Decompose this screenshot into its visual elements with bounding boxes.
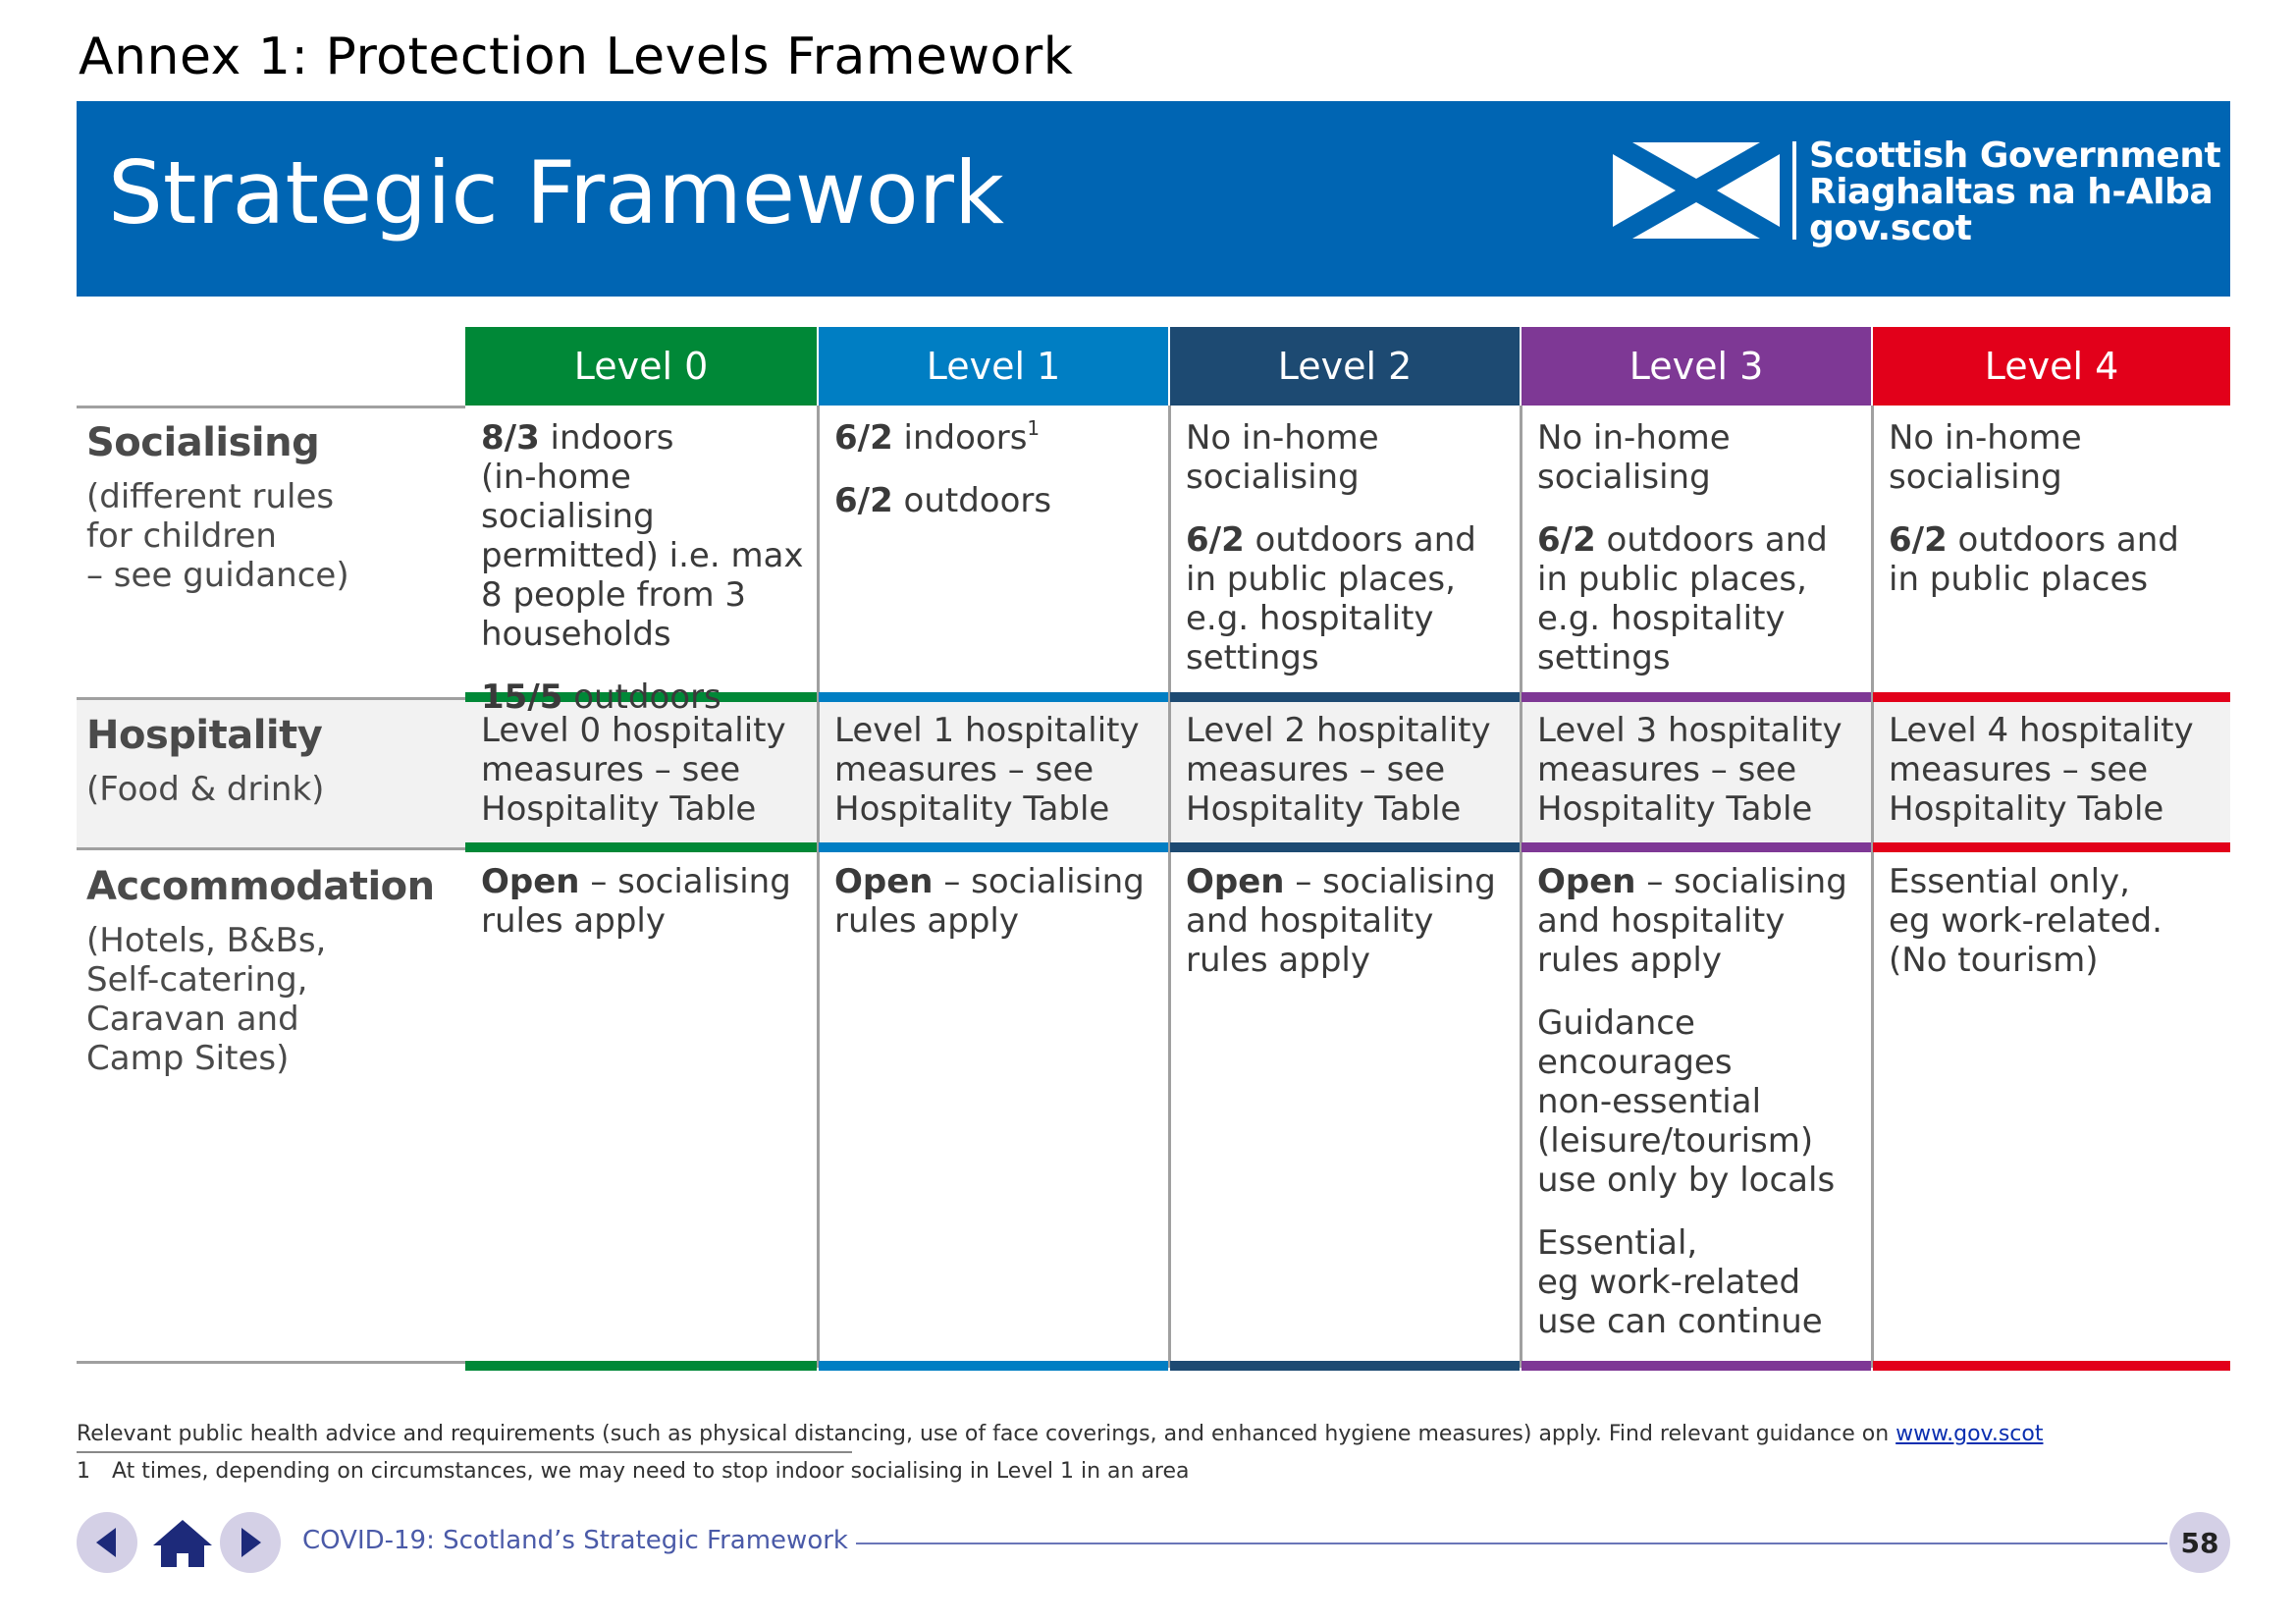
cell-text: Essential, eg work-related use can continue: [1537, 1223, 1823, 1341]
column-divider: [1168, 406, 1171, 1368]
saltire-flag-icon: [1613, 142, 1780, 239]
protection-levels-table: [77, 327, 2230, 1368]
row-subtitle: (Food & drink): [86, 770, 325, 809]
cell-bold-text: 8/3: [481, 418, 540, 458]
banner-title: Strategic Framework: [108, 142, 1004, 244]
page-footer: [77, 1512, 2230, 1573]
cell-paragraph: [834, 418, 1160, 458]
cell-text: No in-home socialising: [1186, 418, 1379, 497]
cell-socialising-level-0: [481, 418, 809, 740]
cell-accommodation-level-0: [481, 862, 809, 964]
level-1-row-2-bar: [819, 1361, 1168, 1371]
level-2-header: Level 2: [1170, 327, 1520, 406]
row-title: Socialising: [86, 420, 320, 465]
cell-text: Level 3 hospitality measures – see Hospitality Table: [1537, 711, 1842, 829]
level-4-header: Level 4: [1873, 327, 2230, 406]
scottish-government-logo[interactable]: [1613, 135, 2221, 265]
cell-bold-text: 6/2: [1537, 520, 1596, 560]
column-divider: [1520, 406, 1522, 1368]
gov-scot-link[interactable]: www.gov.scot: [1896, 1422, 2044, 1446]
cell-text: Level 4 hospitality measures – see Hospitality Table: [1889, 711, 2194, 829]
logo-line-gaelic: Riaghaltas na h-Alba: [1809, 172, 2214, 212]
cell-bold-text: Open: [1537, 862, 1636, 901]
cell-hospitality-level-4: [1889, 711, 2222, 852]
footnote-number: 1: [77, 1459, 90, 1484]
cell-paragraph: [1889, 418, 2222, 497]
cell-bold-text: 6/2: [1889, 520, 1948, 560]
cell-text: Essential only, eg work-related. (No tourism): [1889, 862, 2163, 980]
cell-paragraph: [1537, 520, 1863, 677]
cell-bold-text: 6/2: [1186, 520, 1245, 560]
row-title: Hospitality: [86, 713, 323, 758]
cell-paragraph: [481, 862, 809, 941]
cell-bold-text: Open: [834, 862, 934, 901]
cell-paragraph: [1186, 862, 1512, 980]
level-1-header: Level 1: [819, 327, 1168, 406]
row-divider: [77, 1361, 465, 1364]
row-divider: [77, 847, 465, 850]
logo-text: [1809, 137, 2220, 246]
cell-paragraph: [1537, 1223, 1863, 1341]
cell-accommodation-level-1: [834, 862, 1160, 964]
row-divider: [77, 406, 465, 408]
level-0-header: Level 0: [465, 327, 817, 406]
public-health-note-text: Relevant public health advice and requirements (such as physical distancing, use of face coverings, and enhanced hygiene measures) apply. Find relevant guidance on: [77, 1422, 1896, 1446]
cell-text: indoors: [892, 418, 1028, 458]
annex-title: Annex 1: Protection Levels Framework: [79, 27, 1074, 86]
footnote: [77, 1459, 1190, 1484]
cell-paragraph: [481, 418, 809, 654]
cell-text: – socialising rules apply: [481, 862, 791, 941]
cell-bold-text: 6/2: [834, 481, 893, 520]
cell-paragraph: [481, 711, 809, 829]
cell-paragraph: [1889, 862, 2222, 980]
cell-accommodation-level-4: [1889, 862, 2222, 1003]
cell-text: outdoors: [892, 481, 1052, 520]
cell-socialising-level-2: [1186, 418, 1512, 701]
footnote-text: At times, depending on circumstances, we may need to stop indoor socialising in Level 1 in an area: [112, 1459, 1190, 1484]
level-4-row-2-bar: [1873, 1361, 2230, 1371]
cell-hospitality-level-1: [834, 711, 1160, 852]
cell-paragraph: [1889, 520, 2222, 599]
cell-text: indoors (in-home socialising permitted) i.e. max 8 people from 3 households: [481, 418, 804, 654]
column-divider: [1871, 406, 1874, 1368]
cell-accommodation-level-2: [1186, 862, 1512, 1003]
cell-bold-text: 6/2: [834, 418, 893, 458]
cell-text: No in-home socialising: [1889, 418, 2082, 497]
cell-paragraph: [1537, 711, 1863, 829]
cell-paragraph: [1186, 418, 1512, 497]
footer-document-title: COVID-19: Scotland’s Strategic Framework: [302, 1526, 856, 1555]
previous-page-button[interactable]: [77, 1512, 137, 1573]
level-0-row-2-bar: [465, 1361, 817, 1371]
cell-text: Level 2 hospitality measures – see Hospitality Table: [1186, 711, 1491, 829]
row-header-accommodation: [86, 862, 450, 1078]
level-2-row-2-bar: [1170, 1361, 1520, 1371]
page-number: 58: [2169, 1512, 2230, 1573]
cell-hospitality-level-2: [1186, 711, 1512, 852]
note-separator: [77, 1451, 852, 1453]
cell-bold-text: Open: [481, 862, 580, 901]
cell-accommodation-level-3: [1537, 862, 1863, 1365]
cell-hospitality-level-0: [481, 711, 809, 852]
cell-paragraph: [1186, 711, 1512, 829]
level-1-row-0-bar: [819, 692, 1168, 702]
cell-text: – socialising and hospitality rules apply: [1186, 862, 1496, 980]
footnote-reference: 1: [1027, 416, 1041, 440]
row-subtitle: (different rules for children – see guidance): [86, 477, 349, 595]
level-4-row-0-bar: [1873, 692, 2230, 702]
cell-bold-text: Open: [1186, 862, 1285, 901]
home-icon: [147, 1512, 218, 1573]
cell-socialising-level-1: [834, 418, 1160, 544]
home-button[interactable]: [147, 1512, 218, 1573]
header-banner: [77, 101, 2230, 297]
cell-bold-text: 15/5: [481, 677, 563, 717]
cell-paragraph: [834, 711, 1160, 829]
cell-text: outdoors and in public places: [1889, 520, 2179, 599]
row-header-hospitality: [86, 711, 450, 809]
cell-paragraph: [1537, 1003, 1863, 1200]
logo-line-english: Scottish Government: [1809, 135, 2221, 176]
logo-line-domain: gov.scot: [1809, 208, 1972, 248]
cell-text: outdoors and in public places, e.g. hospitality settings: [1537, 520, 1828, 677]
cell-text: outdoors: [562, 677, 721, 717]
cell-text: – socialising rules apply: [834, 862, 1145, 941]
cell-text: Level 0 hospitality measures – see Hospitality Table: [481, 711, 786, 829]
row-title: Accommodation: [86, 864, 435, 909]
cell-hospitality-level-3: [1537, 711, 1863, 852]
cell-text: No in-home socialising: [1537, 418, 1731, 497]
cell-socialising-level-3: [1537, 418, 1863, 701]
cell-text: – socialising and hospitality rules apply: [1537, 862, 1847, 980]
cell-text: Level 1 hospitality measures – see Hospitality Table: [834, 711, 1140, 829]
cell-paragraph: [1889, 711, 2222, 829]
logo-divider: [1792, 141, 1796, 240]
triangle-right-icon: [220, 1512, 281, 1573]
cell-text: Guidance encourages non-essential (leisure/tourism) use only by locals: [1537, 1003, 1836, 1200]
row-subtitle: (Hotels, B&Bs, Self-catering, Caravan and Camp Sites): [86, 921, 327, 1078]
cell-paragraph: [1537, 418, 1863, 497]
cell-paragraph: [834, 481, 1160, 520]
cell-socialising-level-4: [1889, 418, 2222, 623]
row-header-socialising: [86, 418, 450, 595]
column-divider: [817, 406, 820, 1368]
row-divider: [77, 697, 465, 700]
cell-paragraph: [1186, 520, 1512, 677]
next-page-button[interactable]: [220, 1512, 281, 1573]
triangle-left-icon: [77, 1512, 137, 1573]
public-health-note: [77, 1422, 2043, 1446]
level-3-header: Level 3: [1522, 327, 1871, 406]
cell-text: outdoors and in public places, e.g. hospitality settings: [1186, 520, 1476, 677]
cell-paragraph: [834, 862, 1160, 941]
cell-paragraph: [1537, 862, 1863, 980]
